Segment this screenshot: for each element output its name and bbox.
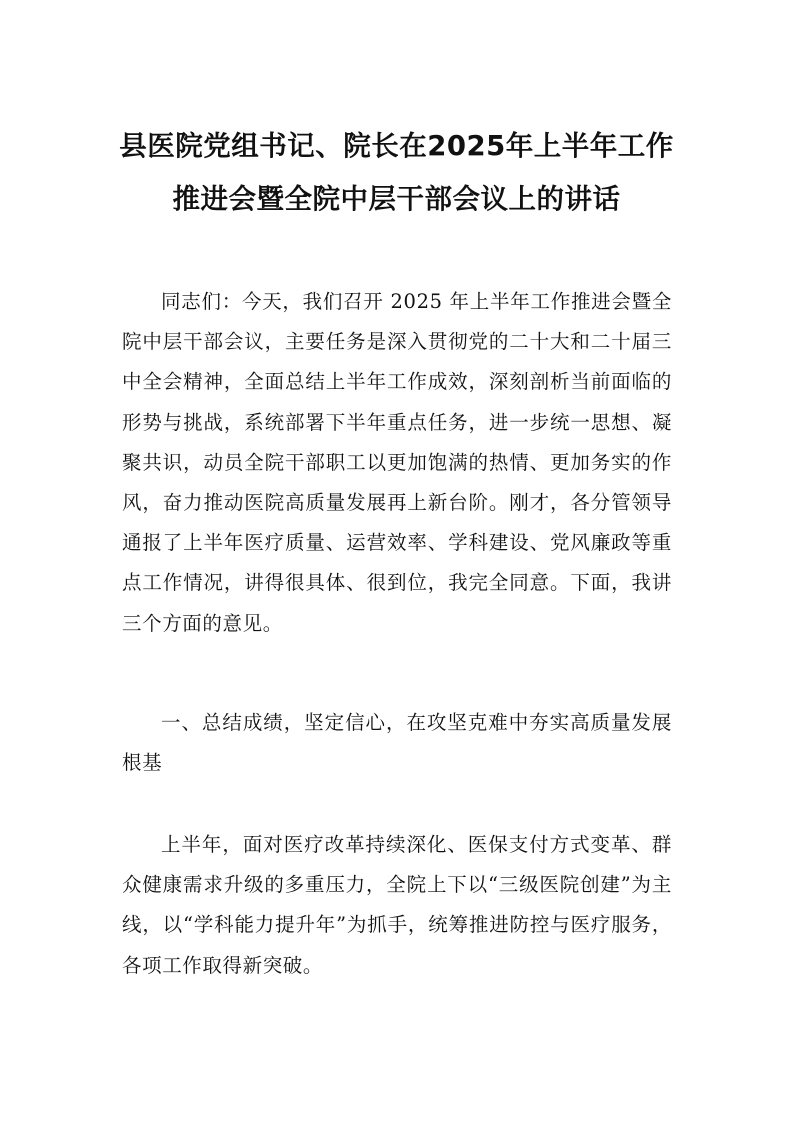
section-1-paragraph: 上半年，面对医疗改革持续深化、医保支付方式变革、群众健康需求升级的多重压力，全院上下以“三级医院创建”为主线，以“学科能力提升年”为抓手，统筹推进防控与医疗服务，各项工作取得新突破。 <box>122 833 672 977</box>
opening-paragraph: 同志们：今天，我们召开 2025 年上半年工作推进会暨全院中层干部会议，主要任务是深入贯彻党的二十大和二十届三中全会精神，全面总结上半年工作成效，深刻剖析当前面临的形势与挑战，系统部署下半年重点任务，进一步统一思想、凝聚共识，动员全院干部职工以更加饱满的热情、更加务实的作风，奋力推动医院高质量发展再上新台阶。刚才，各分管领导通报了上半年医疗质量、运营效率、学科建设、党风廉政等重点工作情况，讲得很具体、很到位，我完全同意。下面，我讲三个方面的意见。 <box>122 290 672 635</box>
section-heading-1: 一、总结成绩，坚定信心，在攻坚克难中夯实高质量发展根基 <box>122 711 672 775</box>
document-title: 县医院党组书记、院长在2025年上半年工作推进会暨全院中层干部会议上的讲话 <box>119 130 674 215</box>
